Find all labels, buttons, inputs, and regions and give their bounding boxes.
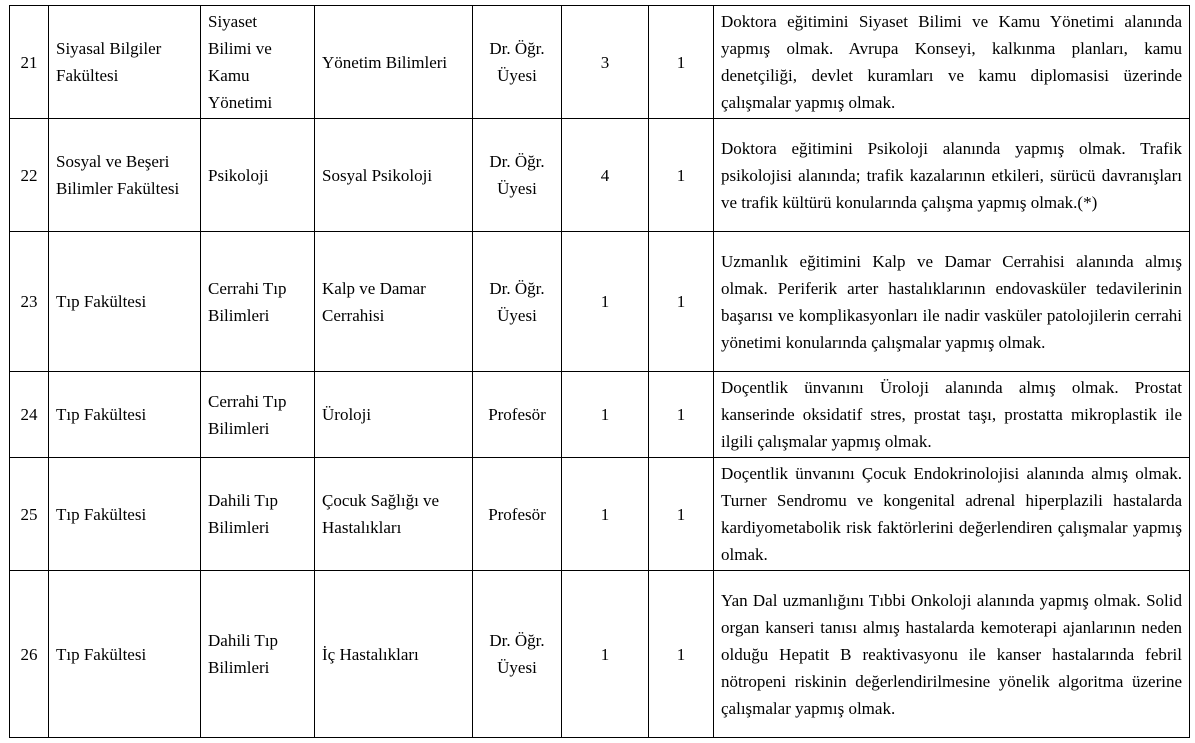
table-row [10,119,1190,232]
requirements-cell: Uzmanlık eğitimini Kalp ve Damar Cerrahisi alanında almış olmak. Periferik arter hastalıklarının endovasküler tedavilerinin başarısı ve komplikasyonları ile nadir vasküler patolojilerin cerrahi yönetimi konularında çalışmalar yapmış olmak. [714,232,1190,372]
requirements-cell: Doktora eğitimini Psikoloji alanında yapmış olmak. Trafik psikolojisi alanında; trafik kazalarının etkileri, sürücü davranışları ve trafik kültürü konularında çalışma yapmış olmak.(*) [714,119,1190,232]
row-number: 23 [10,232,49,372]
row-number: 21 [10,6,49,119]
row-number: 26 [10,571,49,738]
title-cell: Dr. Öğr. Üyesi [473,119,562,232]
title-cell: Profesör [473,372,562,458]
faculty-cell: Tıp Fakültesi [49,232,201,372]
position-table [9,5,1190,738]
requirements-cell: Yan Dal uzmanlığını Tıbbi Onkoloji alanında yapmış olmak. Solid organ kanseri tanısı almış hastalarda kemoterapi ajanlarının neden olduğu Hepatit B reaktivasyonu ile kanser hastalarında febril nötropeni riskinin değerlendirilmesine yönelik algoritma üzerine çalışmalar yapmış olmak. [714,571,1190,738]
field-cell: Çocuk Sağlığı ve Hastalıkları [315,458,473,571]
count-cell: 1 [649,119,714,232]
table-row [10,6,1190,119]
count-cell: 1 [649,6,714,119]
field-cell: Yönetim Bilimleri [315,6,473,119]
field-cell: Kalp ve Damar Cerrahisi [315,232,473,372]
department-cell: Cerrahi Tıp Bilimleri [201,372,315,458]
level-cell: 1 [562,571,649,738]
faculty-cell: Sosyal ve Beşeri Bilimler Fakültesi [49,119,201,232]
row-number: 24 [10,372,49,458]
faculty-cell: Siyasal Bilgiler Fakültesi [49,6,201,119]
table-row [10,372,1190,458]
department-cell: Siyaset Bilimi ve Kamu Yönetimi [201,6,315,119]
field-cell: Sosyal Psikoloji [315,119,473,232]
level-cell: 1 [562,458,649,571]
faculty-cell: Tıp Fakültesi [49,458,201,571]
table-row [10,232,1190,372]
level-cell: 3 [562,6,649,119]
requirements-cell: Doçentlik ünvanını Çocuk Endokrinolojisi alanında almış olmak. Turner Sendromu ve kongenital adrenal hiperplazili hastalarda kardiyometabolik risk faktörlerini değerlendiren çalışmalar yapmış olmak. [714,458,1190,571]
requirements-cell: Doçentlik ünvanını Üroloji alanında almış olmak. Prostat kanserinde oksidatif stres, prostat taşı, prostatta mikroplastik ile ilgili çalışmalar yapmış olmak. [714,372,1190,458]
table-row [10,458,1190,571]
count-cell: 1 [649,458,714,571]
faculty-cell: Tıp Fakültesi [49,372,201,458]
faculty-cell: Tıp Fakültesi [49,571,201,738]
department-cell: Dahili Tıp Bilimleri [201,571,315,738]
table-row [10,571,1190,738]
title-cell: Profesör [473,458,562,571]
title-cell: Dr. Öğr. Üyesi [473,6,562,119]
count-cell: 1 [649,571,714,738]
title-cell: Dr. Öğr. Üyesi [473,571,562,738]
level-cell: 1 [562,232,649,372]
field-cell: İç Hastalıkları [315,571,473,738]
row-number: 25 [10,458,49,571]
count-cell: 1 [649,372,714,458]
count-cell: 1 [649,232,714,372]
department-cell: Cerrahi Tıp Bilimleri [201,232,315,372]
level-cell: 1 [562,372,649,458]
department-cell: Psikoloji [201,119,315,232]
requirements-cell: Doktora eğitimini Siyaset Bilimi ve Kamu Yönetimi alanında yapmış olmak. Avrupa Konseyi, kalkınma planları, kamu denetçiliği, devlet kuramları ve kamu diplomasisi üzerinde çalışmalar yapmış olmak. [714,6,1190,119]
level-cell: 4 [562,119,649,232]
department-cell: Dahili Tıp Bilimleri [201,458,315,571]
title-cell: Dr. Öğr. Üyesi [473,232,562,372]
row-number: 22 [10,119,49,232]
field-cell: Üroloji [315,372,473,458]
